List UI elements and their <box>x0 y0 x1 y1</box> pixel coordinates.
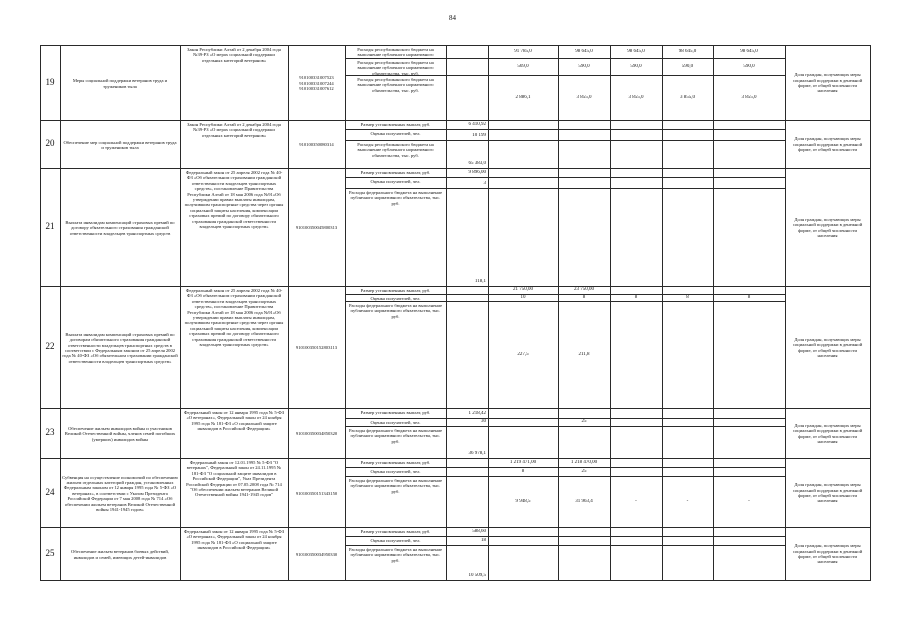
table-rule <box>446 45 447 581</box>
indicator-value: 10 199 <box>472 133 486 138</box>
page-number: 84 <box>449 14 456 22</box>
table-rule <box>785 45 786 581</box>
row-number: 24 <box>45 486 55 497</box>
budget-code: 910100350080314 <box>299 142 334 148</box>
table-rule <box>713 45 714 581</box>
indicator-name: Размер установленных выплат, руб. <box>360 122 431 127</box>
indicator-value: 30 <box>481 419 486 424</box>
budget-code: 910100331007523 910100331007244 910100331007612 <box>299 75 334 92</box>
indicator-value: - <box>748 498 750 504</box>
indicator-value: 31 963,4 <box>575 498 593 504</box>
indicator-name: Размер установленных выплат, руб. <box>360 288 431 293</box>
indicator-value: - <box>635 498 637 504</box>
row-number: 23 <box>45 427 55 437</box>
indicator-name: Оценка получателей, чел. <box>370 131 421 136</box>
legal-basis: Закон Республики Алтай от 2 декабря 2004 года №39-РЗ «О мерах социальной поддержки отдельных категорий ветеранов» <box>187 47 281 63</box>
indicator-value <box>448 460 486 467</box>
indicator-value: 227,5 <box>517 351 529 357</box>
indicator-name: Оценка получателей, чел. <box>370 420 421 425</box>
indicator-value: - <box>686 498 689 504</box>
table-rule <box>40 45 41 581</box>
row-number: 22 <box>45 341 55 351</box>
table-rule <box>870 45 871 581</box>
row-number: 20 <box>45 138 55 148</box>
indicator-value <box>448 51 486 58</box>
budget-code: 910100350034950330 <box>295 551 338 557</box>
budget-code: 910100350045800313 <box>295 225 338 231</box>
table-rule <box>345 188 785 189</box>
indicator-value: 8 <box>582 295 586 300</box>
indicator-value: 65 383,0 <box>468 161 486 166</box>
indicator-value: 211,8 <box>578 351 590 357</box>
target-indicator: Доля граждан, получающих меры социальной поддержки в денежной форме, от общей численности населения <box>792 336 863 358</box>
table-rule <box>345 177 785 178</box>
table-rule <box>60 45 61 581</box>
indicator-value <box>448 113 486 120</box>
target-indicator: Доля граждан, получающих меры социальной поддержки в денежной форме, от общей численности населения <box>792 482 863 504</box>
indicator-value <box>448 287 486 294</box>
legal-basis: Федеральный закон от 25 апреля 2002 года № 40-ФЗ «Об обязательном страховании гражданской ответственности владельцев транспортных средств», постановление Правительства Республики Алтай от 18 мая 2006 года №91«Об утверждении правил выплаты инвалидам, получившим транспортные средства через органы социальной защиты населения, компенсации страховых премий по договору обязательного страхования гражданской ответственности владельцев транспортных средств» <box>184 170 284 230</box>
indicator-value: 3 855,0 <box>680 94 695 100</box>
indicator-value: 25 <box>581 468 587 474</box>
target-indicator: Доля граждан, получающих меры социальной поддержки в денежной форме, от общей численности населения <box>792 422 863 444</box>
indicator-value: 118,1 <box>474 279 486 284</box>
table-rule <box>345 45 346 581</box>
indicator-name: Расходы федерального бюджета на выполнение публичного нормативного обязательства, тыс. руб. <box>348 190 443 206</box>
target-indicator: Доля граждан, получающих меры социальной поддержки в денежной форме, от общей численности населения <box>792 543 863 565</box>
indicator-value: 1 219 471,00 <box>509 459 537 465</box>
table-rule <box>345 58 785 59</box>
row-number: 21 <box>45 221 55 231</box>
indicator-value: 91 785,0 <box>514 48 532 54</box>
indicator-value <box>448 469 486 476</box>
indicator-value: 590,0 <box>578 63 590 69</box>
target-indicator: Доля граждан, получающих меры социальной поддержки в денежной форме, от общей численности населения <box>792 72 863 94</box>
indicator-value: 10 <box>520 295 526 300</box>
indicator-value: 3 855,0 <box>628 94 644 100</box>
measure-name: Выплата инвалидам компенсаций страховых премий по договору обязательного страхования гражданской ответственности владельцев транспортных средств <box>65 219 175 236</box>
legal-basis: Федеральный закон от 25 апреля 2002 года № 40-ФЗ «Об обязательном страховании гражданской ответственности владельцев транспортных средств», постановление Правительства Республики Алтай от 18 мая 2006 года №91«Об утверждении правил выплаты инвалидам, получившим транспортные средства через органы социальной защиты населения, компенсации страховых премий по договору обязательного страхования гражданской ответственности владельцев транспортных средств» <box>184 288 284 348</box>
indicator-value: 98 645,0 <box>575 48 593 54</box>
indicator-name: Оценка получателей, чел. <box>370 469 421 474</box>
indicator-value <box>448 68 486 75</box>
indicator-value: 36 978,1 <box>468 451 486 456</box>
table-rule <box>40 408 870 409</box>
legal-basis: Федеральный закон от 12 января 1995 года № 5-ФЗ «О ветеранах», Федеральный закон от 24 ноября 1995 года № 181-ФЗ «О социальной защите инвалидов в Российской Федерации» <box>183 410 285 432</box>
table-rule <box>488 45 489 581</box>
row-number: 25 <box>45 547 55 558</box>
indicator-value: 8 <box>634 295 638 300</box>
legal-basis: Закон Республики Алтай от 2 декабря 2004 года №39-РЗ «О мерах социальной поддержки отдельных категорий ветеранов» <box>187 122 281 138</box>
indicator-value: 1 218 470,00 <box>570 459 598 465</box>
indicator-value <box>448 520 486 527</box>
table-rule <box>345 426 785 427</box>
table-rule <box>345 129 785 130</box>
indicator-value: 25 <box>581 419 587 424</box>
indicator-name: Размер установленных выплат, руб. <box>360 410 431 415</box>
indicator-value: 3 855,0 <box>741 94 757 100</box>
table-rule <box>345 75 785 76</box>
legal-basis: Федеральный закон от 12.01.1995 № 5-ФЗ "О ветеранах", Федеральный закон от 24.11.1995 № 181-ФЗ "О социальной защите инвалидов в Российской Федерации", Указ Президента Российской Федерации от 07.05.2008 года № 714 "Об обеспечении жильем ветеранов Великой Отечественной войны 1941-1945 годов" <box>186 460 282 498</box>
table-rule <box>40 458 870 459</box>
indicator-value: 8 <box>686 295 689 300</box>
measure-name: Меры социальной поддержки ветеранов труда и тружеников тыла <box>72 78 168 89</box>
indicator-name: Расходы республиканского бюджета на выполнение публичного нормативного обязательства, тыс. руб. <box>357 142 434 158</box>
indicator-value <box>448 294 486 301</box>
indicator-value: 98 645,0 <box>740 48 758 54</box>
indicator-value: 590,0 <box>630 63 642 69</box>
indicator-name: Расходы федерального бюджета на выполнение публичного нормативного обязательства, тыс. руб. <box>348 478 443 494</box>
table-rule <box>662 45 663 581</box>
measure-name: Обеспечение жильем инвалидов войны и участников Великой Отечественной войны, членов семей погибших (умерших) инвалидов войны <box>64 425 176 442</box>
budget-code: 910100350151343150 <box>295 490 338 496</box>
table-rule <box>345 536 785 537</box>
indicator-value: 2 886,1 <box>515 94 531 100</box>
indicator-value: 21 750,00 <box>513 287 533 292</box>
indicator-value: 18 <box>481 538 486 543</box>
table-rule <box>40 168 870 169</box>
indicator-name: Расходы республиканского бюджета на выполнение публичного нормативного обязательства, тыс. руб. <box>357 77 434 93</box>
measure-name: Субвенция на осуществление полномочий по обеспечению жильем отдельных категорий граждан, установленных Федеральным законом от 12 января 1995 года № 5-ФЗ «О ветеранах», в соответствии с Указом Президента Российской Федерации от 7 мая 2008 года № 714 «Об обеспечении жильем ветеранов Великой Отечественной войны 1941-1945 годов» <box>62 474 178 513</box>
indicator-value: 23 750,00 <box>574 287 594 292</box>
indicator-name: Расходы республиканского бюджета на выполнение публичного нормативного <box>357 47 434 58</box>
target-indicator: Доля граждан, получающих меры социальной поддержки в денежной форме, от общей численности населения <box>792 216 863 238</box>
indicator-value: 569,0 <box>517 63 529 69</box>
row-number: 19 <box>45 76 55 87</box>
indicator-value: 3 <box>483 181 486 186</box>
indicator-value: 8 <box>521 468 525 474</box>
budget-code: 910100350152803113 <box>295 345 338 351</box>
indicator-value: 1 218,42 <box>468 411 486 416</box>
indicator-value: 9 896,00 <box>468 170 486 175</box>
measure-name: Выплата инвалидам компенсаций страховых премий по договорам обязательного страхования гражданской ответственности владельцев транспортных средств в соответствии с Федеральным законом от 25 апреля 2002 года № 40-ФЗ «Об обязательном страховании гражданской ответственности владельцев транспортных средств» <box>62 331 178 364</box>
table-rule <box>40 120 870 121</box>
indicator-value <box>448 401 486 408</box>
table-rule <box>40 580 871 581</box>
indicator-name: Оценка получателей, чел. <box>370 296 421 301</box>
measure-name: Обеспечение жильем ветеранов боевых действий, инвалидов и семей, имеющих детей-инвалидов <box>71 549 169 560</box>
indicator-value: 10 509,5 <box>468 573 486 578</box>
indicator-name: Расходы республиканского бюджета на выполнение публичного нормативного обязательства, тыс. руб. <box>357 60 434 75</box>
table-rule <box>345 140 785 141</box>
indicator-name: Расходы федерального бюджета на выполнение публичного нормативного обязательства, тыс. руб. <box>348 428 443 444</box>
indicator-name: Размер установленных выплат, руб. <box>360 529 431 534</box>
indicator-name: Размер установленных выплат, руб. <box>360 460 431 465</box>
indicator-value: 8 <box>747 295 751 300</box>
indicator-value: 98 645,0 <box>627 48 645 54</box>
indicator-name: Оценка получателей, чел. <box>370 179 421 184</box>
indicator-value: 9 948,5 <box>515 498 531 504</box>
legal-basis: Федеральный закон от 12 января 1995 года № 5-ФЗ «О ветеранах», Федеральный закон от 24 ноября 1995 года № 181-ФЗ «О социальной защите инвалидов в Российской Федерации» <box>183 529 285 551</box>
table-rule <box>40 45 870 46</box>
indicator-value: 6 410,92 <box>468 122 486 127</box>
indicator-value: 98 645,0 <box>678 48 697 54</box>
table-rule <box>345 476 785 477</box>
table-rule <box>610 45 611 581</box>
indicator-name: Оценка получателей, чел. <box>370 538 421 543</box>
indicator-name: Расходы федерального бюджета на выполнение публичного нормативного обязательства, тыс. руб. <box>348 303 443 319</box>
measure-name: Обеспечение мер социальной поддержки ветеранов труда и тружеников тыла <box>63 139 177 150</box>
table-rule <box>40 527 870 528</box>
indicator-value: 3 855,0 <box>576 94 592 100</box>
budget-code: 910100350034850320 <box>295 431 338 437</box>
indicator-value: 590,0 <box>743 63 755 69</box>
indicator-name: Расходы федерального бюджета на выполнение публичного нормативного обязательства, тыс. руб. <box>348 547 443 563</box>
indicator-value <box>490 419 556 426</box>
indicator-value: 588,60 <box>472 529 486 534</box>
table-rule <box>345 545 785 546</box>
table-rule <box>558 45 559 581</box>
indicator-name: Размер установленных выплат, руб. <box>360 170 431 175</box>
indicator-value: 590,0 <box>681 63 694 69</box>
target-indicator: Доля граждан, получающих меры социальной поддержки в денежной форме, от общей численности <box>792 136 863 153</box>
table-rule <box>180 45 181 581</box>
